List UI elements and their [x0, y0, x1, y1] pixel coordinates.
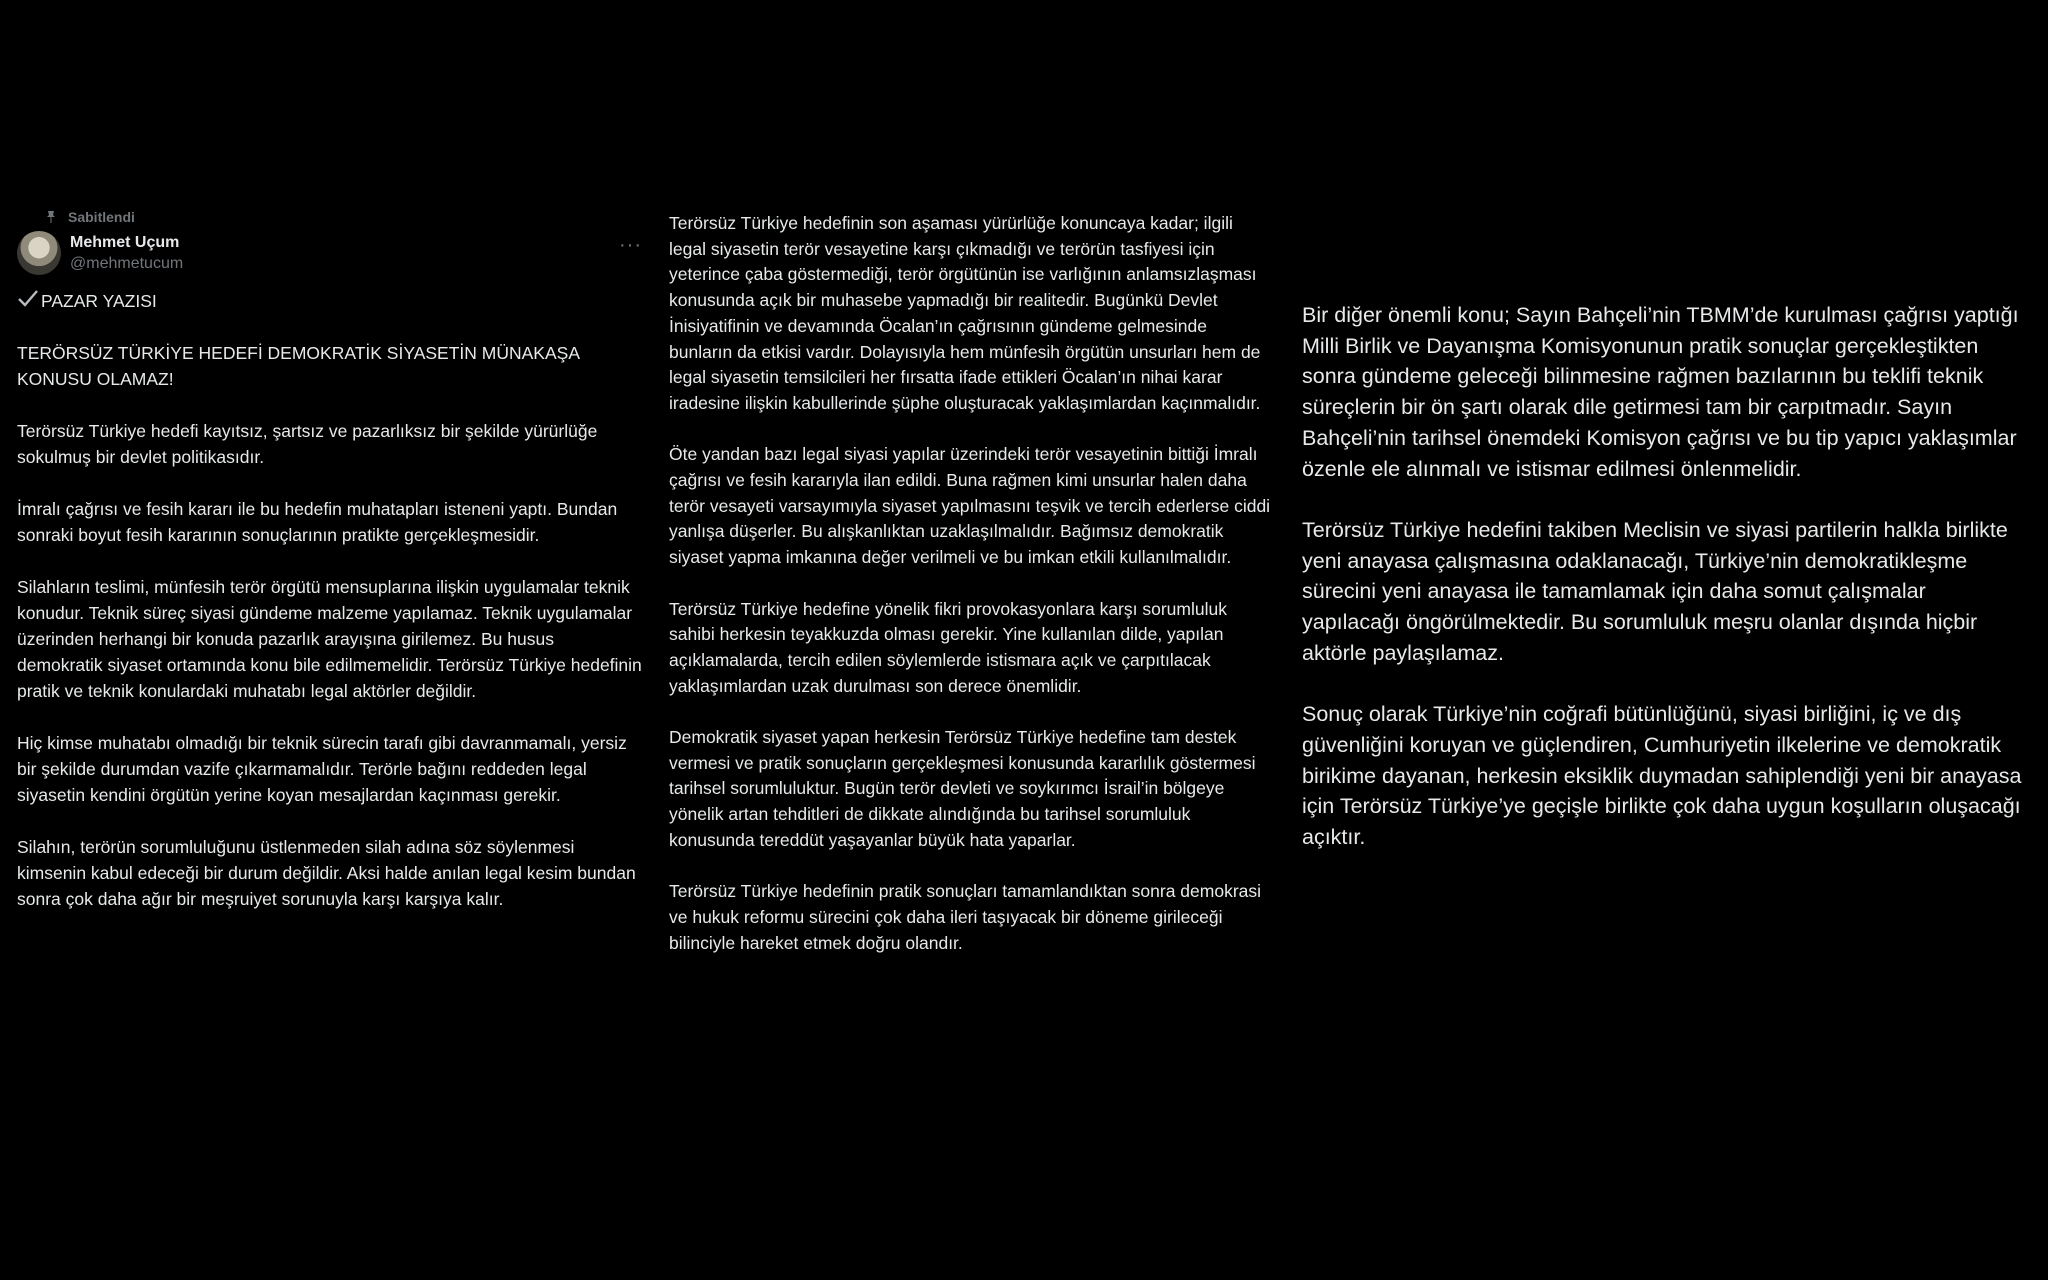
left-paragraph: Silahın, terörün sorumluluğunu üstlenmeden silah adına söz söylenmesi kimsenin kabul edeceği bir durum değildir. Aksi halde anılan legal kesim bundan sonra çok daha ağır bir meşruiyet sorunuyla karşı karşıya kalır.: [17, 837, 636, 909]
pin-icon: [44, 210, 58, 224]
avatar[interactable]: [17, 231, 61, 275]
middle-paragraph: Terörsüz Türkiye hedefinin son aşaması yürürlüğe konuncaya kadar; ilgili legal siyasetin terör vesayetine karşı çıkmadığı ve terörün tasfiyesi için yeterince çaba göstermediği, terör örgütünün ise varlığının anlamsızlaşması konusunda açık bir muhasebe yapmadığı bir realitedir. Bugünkü Devlet İnisiyatifinin ve devamında Öcalan’ın çağrısının gündeme gelmesinde bunların da etkisi vardır. Dolayısıyla hem münfesih örgütün unsurları hem de legal siyasetin temsilcileri her fırsatta ifade ettikleri Öcalan’ın nihai karar iradesine ilişkin kabullerinde şüphe oluşturacak yaklaşımlardan kaçınmalıdır.: [669, 213, 1261, 413]
title-line: [17, 288, 642, 314]
right-paragraph: Terörsüz Türkiye hedefini takiben Meclisin ve siyasi partilerin halkla birlikte yeni anayasa çalışmasına odaklanacağı, Türkiye’nin demokratikleşme sürecini yeni anayasa ile tamamlamak için daha somut çalışmalar yapılacağı öngörülmektedir. Bu sorumluluk meşru olanlar dışında hiçbir aktörle paylaşılamaz.: [1302, 517, 2008, 665]
title-text: PAZAR YAZISI: [41, 291, 157, 311]
middle-paragraph: Terörsüz Türkiye hedefine yönelik fikri provokasyonlara karşı sorumluluk sahibi herkesin teyakkuzda olması gerekir. Yine kullanılan dilde, yapılan açıklamalarda, tercih edilen söylemlerde istismara açık ve çarpıtılacak yaklaşımlardan uzak durulması son derece önemlidir.: [669, 598, 1227, 696]
author-handle[interactable]: @mehmetucum: [70, 255, 184, 272]
left-paragraph: Silahların teslimi, münfesih terör örgütü mensuplarına ilişkin uygulamalar teknik konudur. Teknik süreç siyasi gündeme malzeme yapılamaz. Teknik uygulamalar üzerinden herhangi bir konuda pazarlık arayışına girilemez. Bu husus demokratik siyaset ortamında konu bile edilmemelidir. Terörsüz Türkiye hedefinin pratik ve teknik konulardaki muhatabı legal aktörler değildir.: [17, 577, 642, 701]
left-paragraph: Hiç kimse muhatabı olmadığı bir teknik sürecin tarafı gibi davranmamalı, yersiz bir şekilde durumdan vazife çıkarmamalıdır. Terörle bağını reddeden legal siyasetin kendini örgütün yerine koyan mesajlardan kaçınması gerekir.: [17, 733, 627, 805]
pinned-label: Sabitlendi: [68, 209, 135, 225]
middle-paragraph: Demokratik siyaset yapan herkesin Terörsüz Türkiye hedefine tam destek vermesi ve pratik sonuçların gerçekleşmesi konusunda kararlılık göstermesi tarihsel sorumluluktur. Bugün terör devleti ve soykırımcı İsrail’in bölgeye yönelik artan tehditleri de dikkate alındığında bu tarihsel sorumluluk konusunda tereddüt yaşayanlar büyük hata yaparlar.: [669, 727, 1256, 850]
headline: TERÖRSÜZ TÜRKİYE HEDEFİ DEMOKRATİK SİYASETİN MÜNAKAŞA KONUSU OLAMAZ!: [17, 343, 580, 389]
tweet-column-left: [17, 206, 642, 938]
middle-paragraph: Terörsüz Türkiye hedefinin pratik sonuçları tamamlandıktan sonra demokrasi ve hukuk reformu sürecini çok daha ileri taşıyacak bir döneme girileceği bilinciyle hareket etmek doğru olandır.: [669, 881, 1262, 953]
left-paragraph: Terörsüz Türkiye hedefi kayıtsız, şartsız ve pazarlıksız bir şekilde yürürlüğe sokulmuş bir devlet politikasıdır.: [17, 421, 598, 467]
pinned-indicator: [44, 206, 642, 228]
more-icon[interactable]: ···: [619, 234, 642, 256]
left-paragraph: İmralı çağrısı ve fesih kararı ile bu hedefin muhatapları isteneni yaptı. Bundan sonraki boyut fesih kararının sonuçlarının pratikte gerçekleşmesidir.: [17, 499, 618, 545]
author-name[interactable]: Mehmet Uçum: [70, 234, 180, 251]
author-row: [17, 230, 642, 276]
tweet-column-right: [1302, 300, 2022, 883]
right-paragraph: Sonuç olarak Türkiye’nin coğrafi bütünlüğünü, siyasi birliğini, iç ve dış güvenliğini koruyan ve güçlendiren, Cumhuriyetin ilkelerine ve demokratik birikime dayanan, herkesin eksiklik duymadan sahiplendiği yeni bir anayasa için Terörsüz Türkiye’ye geçişle birlikte çok daha uygun koşulların oluşacağı açıktır.: [1302, 702, 2022, 849]
tweet-body: [17, 288, 642, 912]
tweet-column-middle: [669, 211, 1274, 982]
middle-paragraph: Öte yandan bazı legal siyasi yapılar üzerindeki terör vesayetinin bittiği İmralı çağrısı ve fesih kararıyla ilan edildi. Buna rağmen kimi unsurlar halen daha terör vesayeti varsayımıyla siyaset yapılmasını teşvik ve tercih ederlerse ciddi yanlışa düşerler. Bu alışkanlıktan uzaklaşılmalıdır. Bağımsız demokratik siyaset yapma imkanına değer verilmeli ve bu imkan etkili kullanılmalıdır.: [669, 444, 1271, 568]
check-icon: [17, 288, 39, 314]
right-paragraph: Bir diğer önemli konu; Sayın Bahçeli’nin TBMM’de kurulması çağrısı yaptığı Milli Birlik ve Dayanışma Komisyonunun pratik sonuçlar gerçekleştikten sonra gündeme geleceği bilinmesine rağmen bazılarının bu teklifi teknik süreçlerin bir ön şartı olarak dile getirmesi tam bir çarpıtmadır. Sayın Bahçeli’nin tarihsel önemdeki Komisyon çağrısı ve bu tip yapıcı yaklaşımlar özenle ele alınmalı ve istismar edilmesi önlenmelidir.: [1302, 303, 2019, 481]
